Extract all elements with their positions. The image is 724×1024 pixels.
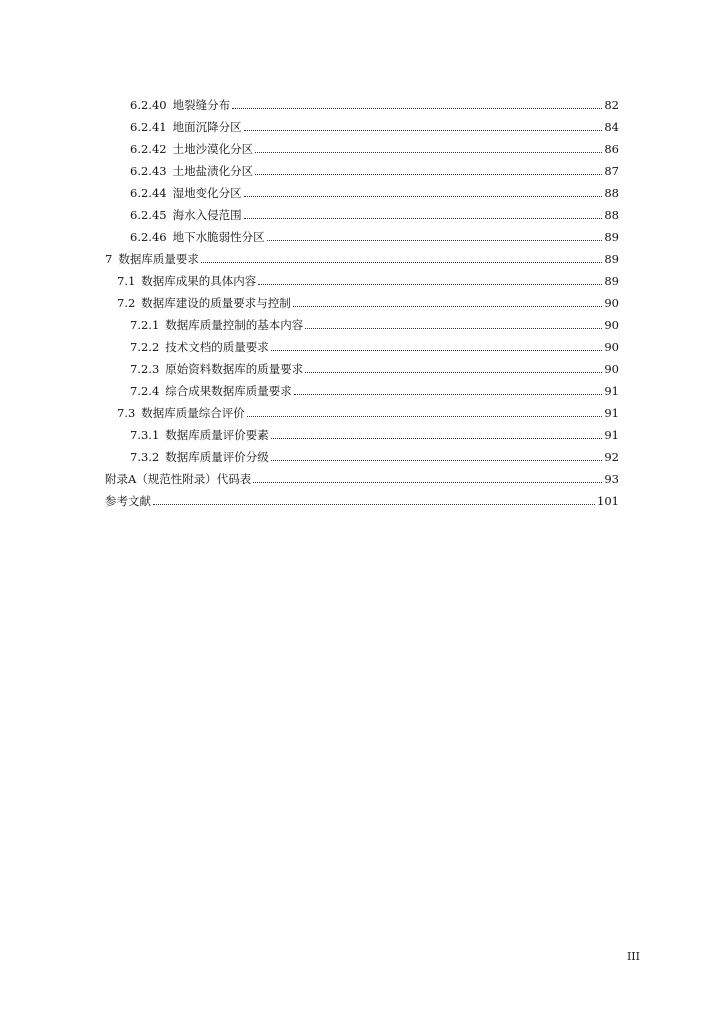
toc-entry-page: 90 — [604, 318, 619, 332]
toc-entry-title: 地下水脆弱性分区 — [172, 230, 265, 244]
toc-entry-title: 数据库成果的具体内容 — [141, 274, 257, 288]
toc-entry-title: 附录A（规范性附录）代码表 — [105, 472, 252, 486]
toc-dot-leader — [293, 305, 603, 307]
toc-entry[interactable] — [130, 90, 619, 112]
toc-entry-page: 88 — [604, 208, 619, 222]
toc-entry[interactable] — [117, 398, 619, 420]
toc-entry-number: 6.2.41 — [130, 120, 167, 134]
toc-entry-title: 技术文档的质量要求 — [165, 340, 269, 354]
toc-entry-page: 91 — [604, 384, 619, 398]
toc-dot-leader — [305, 371, 602, 373]
toc-entry[interactable] — [117, 266, 619, 288]
toc-entry-title: 数据库质量控制的基本内容 — [165, 318, 304, 332]
toc-dot-leader — [244, 129, 603, 131]
toc-entry-title: 土地盐渍化分区 — [172, 164, 254, 178]
toc-dot-leader — [255, 173, 602, 175]
toc-entry-title: 数据库质量评价分级 — [165, 450, 269, 464]
toc-entry[interactable] — [130, 442, 619, 464]
toc-entry-page: 92 — [604, 450, 619, 464]
toc-entry-number: 7.1 — [117, 274, 136, 288]
toc-entry-number: 7.2.3 — [130, 362, 160, 376]
toc-dot-leader — [267, 239, 603, 241]
toc-entry-title: 土地沙漠化分区 — [172, 142, 254, 156]
toc-dot-leader — [305, 327, 602, 329]
toc-entry-page: 84 — [604, 120, 619, 134]
toc-entry-title: 地面沉降分区 — [172, 120, 242, 134]
toc-entry-title: 海水入侵范围 — [172, 208, 242, 222]
toc-dot-leader — [294, 393, 603, 395]
toc-entry-title: 数据库建设的质量要求与控制 — [141, 296, 291, 310]
toc-entry[interactable] — [130, 376, 619, 398]
toc-entry-page: 90 — [604, 340, 619, 354]
toc-entry-number: 7.3.1 — [130, 428, 160, 442]
toc-entry-number: 7.3.2 — [130, 450, 160, 464]
toc-entry[interactable] — [130, 134, 619, 156]
toc-dot-leader — [244, 195, 603, 197]
toc-entry-number: 7 — [105, 252, 113, 266]
toc-entry[interactable] — [130, 112, 619, 134]
toc-entry-number: 6.2.46 — [130, 230, 167, 244]
page-number: III — [626, 950, 640, 963]
toc-entry-page: 90 — [604, 296, 619, 310]
toc-entry[interactable] — [105, 486, 619, 508]
toc-entry-title: 湿地变化分区 — [172, 186, 242, 200]
toc-entry-page: 91 — [604, 406, 619, 420]
toc-entry-page: 86 — [604, 142, 619, 156]
toc-entry-page: 82 — [604, 98, 619, 112]
toc-entry-number: 7.2 — [117, 296, 136, 310]
toc-entry-number: 7.2.2 — [130, 340, 160, 354]
toc-entry-title: 数据库质量要求 — [118, 252, 199, 266]
toc-entry-page: 89 — [604, 274, 619, 288]
toc-entry[interactable] — [130, 200, 619, 222]
toc-dot-leader — [271, 349, 603, 351]
toc-entry-page: 88 — [604, 186, 619, 200]
toc-entry-number: 6.2.45 — [130, 208, 167, 222]
toc-entry[interactable] — [130, 310, 619, 332]
toc-entry-title: 综合成果数据库质量要求 — [165, 384, 292, 398]
toc-dot-leader — [271, 459, 603, 461]
toc-entry-page: 90 — [604, 362, 619, 376]
toc-entry-title: 数据库质量评价要素 — [165, 428, 269, 442]
toc-entry[interactable] — [130, 222, 619, 244]
toc-entry-title: 原始资料数据库的质量要求 — [165, 362, 304, 376]
toc-entry-number: 7.3 — [117, 406, 136, 420]
toc-dot-leader — [255, 151, 602, 153]
toc-entry-page: 87 — [604, 164, 619, 178]
toc-entry-number: 6.2.43 — [130, 164, 167, 178]
toc-entry-title: 参考文献 — [105, 494, 151, 508]
toc-dot-leader — [271, 437, 603, 439]
toc-entry-page: 91 — [604, 428, 619, 442]
toc-entry[interactable] — [130, 354, 619, 376]
toc-dot-leader — [232, 107, 602, 109]
toc-dot-leader — [244, 217, 603, 219]
toc-dot-leader — [201, 261, 603, 263]
toc-entry-number: 7.2.4 — [130, 384, 160, 398]
toc-entry[interactable] — [130, 332, 619, 354]
toc-entry-number: 7.2.1 — [130, 318, 160, 332]
toc-entry[interactable] — [130, 178, 619, 200]
toc-entry-page: 93 — [604, 472, 619, 486]
toc-entry[interactable] — [105, 244, 619, 266]
toc-entry-title: 数据库质量综合评价 — [141, 406, 245, 420]
toc-entry[interactable] — [105, 464, 619, 486]
toc-dot-leader — [247, 415, 603, 417]
toc-entry-page: 101 — [597, 494, 619, 508]
toc-entry-number: 6.2.42 — [130, 142, 167, 156]
toc-entry-number: 6.2.44 — [130, 186, 167, 200]
toc-entry-title: 地裂缝分布 — [172, 98, 231, 112]
toc-entry-number: 6.2.40 — [130, 98, 167, 112]
toc-entry-page: 89 — [604, 230, 619, 244]
toc-entry-page: 89 — [604, 252, 619, 266]
toc-entry[interactable] — [117, 288, 619, 310]
toc-dot-leader — [258, 283, 602, 285]
toc-entry[interactable] — [130, 156, 619, 178]
toc-dot-leader — [253, 481, 602, 483]
toc-entry[interactable] — [130, 420, 619, 442]
toc-dot-leader — [153, 503, 595, 505]
